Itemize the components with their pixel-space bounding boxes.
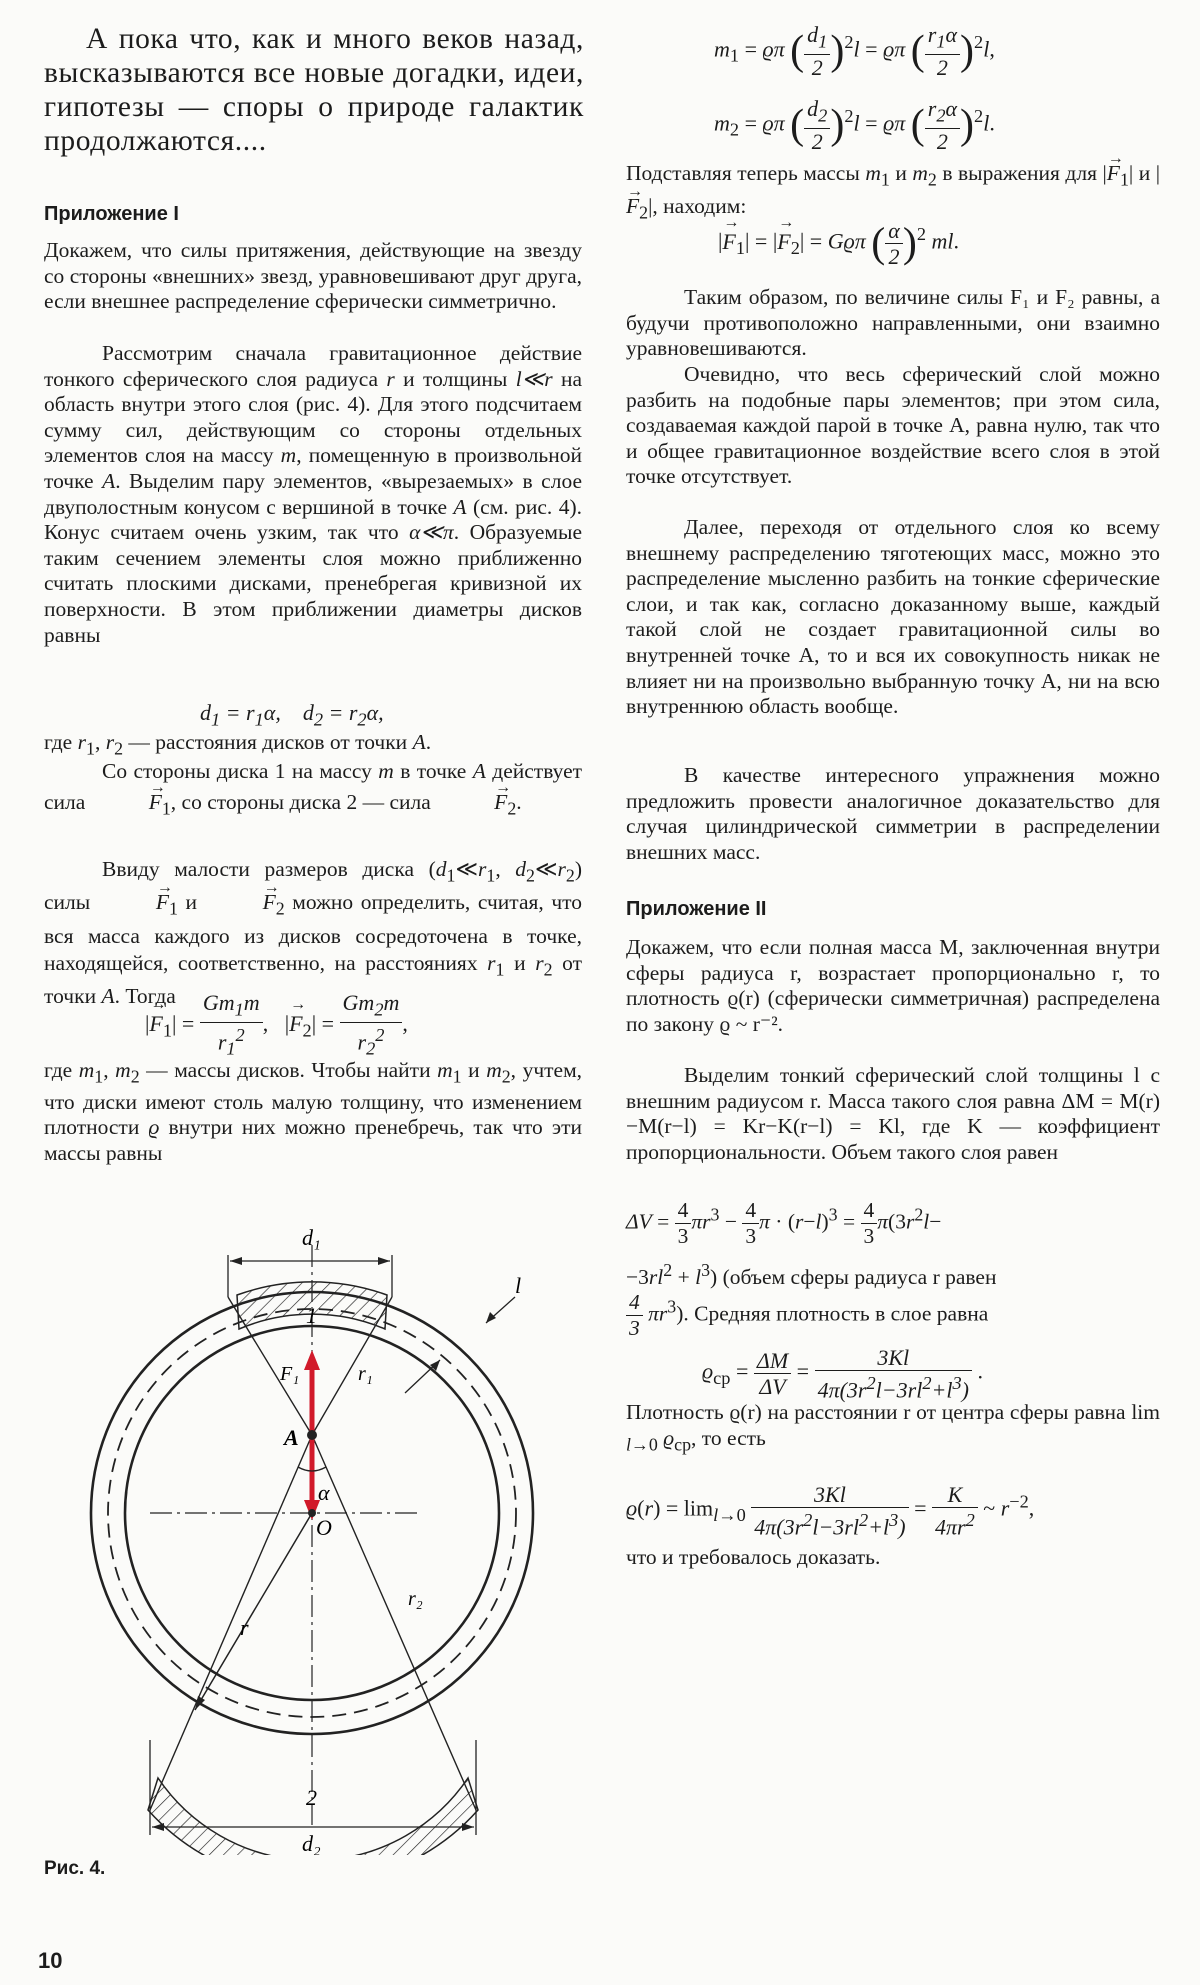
formula-volume-cont: $-3rl^2 + l^3$) (объем сферы радиуса r равен [626,1260,997,1290]
formula-disk-diameters: $d_1 = r_1\alpha$, $d_2 = r_2\alpha$, [200,700,384,730]
label-alpha: α [318,1480,330,1505]
app1-paragraph-2: Рассмотрим сначала гравитационное действие тонкого сферического слоя радиуса r и толщины l≪r на область внутри этого слоя (рис. 4). Для этого подсчитаем сумму сил, действующим со стороны отдельных элементов слоя на массу m, помещенную в произвольной точке A. Выделим пару элементов, «вырезаемых» в слое двуполостным конусом с вершиной в точке A (см. рис. 4). Конус считаем очень узким, так что α≪π. Образуемые таким сечением элементы слоя можно приближенно считать плоскими дисками, пренебрегая кривизной их поверхности. В этом приближении диаметры дисков равны [44,341,583,647]
app1-paragraph-8: Таким образом, по величине силы F₁ и F₂ равны, а будучи противоположно направленными, они взаимно уравновешиваются. [626,285,1160,361]
label-1: 1 [306,1303,317,1328]
app2-paragraph-1: Докажем, что если полная масса M, заключенная внутри сферы радиуса r, возрастает пропорционально r, то плотность ϱ(r) (сферически симметричная) распределена по закону ϱ ~ r⁻². [626,935,1160,1036]
app1-paragraph-7: Подставляя теперь массы $m_1$ и $m_2$ в выражения для |→ $F_1|$ и |→ $F_2|$, находим: [626,160,1160,227]
app2-paragraph-4: что и требовалось доказать. [626,1545,881,1569]
figure-4-diagram [40,1205,600,1855]
formula-volume: ΔV = $\frac{4}{3}$ $\pi r^3$ − $\frac{4}{3}$ $\pi \cdot (r-l)^3$ = $\frac{4}{3}$ $\pi(3r^2l-$ [626,1198,942,1248]
page-number: 10 [38,1948,63,1973]
app1-paragraph-5: Ввиду малости размеров диска ($d_1≪r_1$, $d_2≪r_2$) силы → $F_1$ $и \to F_2$ можно определить, считая, что вся масса каждого из дисков сосредоточена в точке, находящейся, соответственно, на расстояниях $r_1$ и $r_2$ от точки A. Тогда [44,856,582,1010]
radius-r [195,1513,312,1710]
point-a [307,1430,317,1440]
label-l: l [515,1273,522,1298]
app1-paragraph-1: Докажем, что силы притяжения, действующие на звезду со стороны «внешних» звезд, уравновешивают друг друга, если внешнее распределение сферически симметрично. [44,238,582,314]
formula-average-density: $ϱ_{ср}$ = $\frac{\Delta M}{\Delta V}$ = $\frac{3Kl}{4\pi(3r^2l-3rl^2+l^3)}$ . [702,1345,983,1403]
label-o: O [316,1515,332,1540]
label-r: r [240,1615,249,1640]
appendix-2-title: Приложение II [626,898,767,920]
app1-paragraph-4: Со стороны диска 1 на массу m в точке A действует сила → $F_1$, со стороны диска 2 — сила → $F_2$. [44,756,582,824]
label-a: A [284,1425,299,1450]
figure-caption: Рис. 4. [44,1858,106,1879]
label-r1: r₁ [358,1363,373,1385]
formula-equal-forces: |→ $F_1|$ = |→ $F_2| = Gϱ\pi$ ( $\frac{\alpha}{2}$ )$^2$ ml. [718,218,959,269]
formula-m2: $m_2 = ϱ\pi$ ( $\frac{d_2}{2}$ )$^2$l = ϱπ ( $\frac{r_2\alpha}{2}$ )$^2$l. [714,96,995,155]
app1-paragraph-3: где $r_1$, $r_2$ — расстояния дисков от точки A. [44,730,432,759]
app1-paragraph-11: В качестве интересного упражнения можно предложить провести аналогичное доказательство для случая цилиндрической симметрии в распределении внешних масс. [626,763,1160,864]
app2-paragraph-3: Плотность ϱ(r) на расстоянии r от центра сферы равна lim $_{l\to 0}$ $ϱ_{ср}$, то есть [626,1400,1160,1454]
label-d2: d₂ [302,1831,321,1855]
formula-m1: $m_1 = ϱ\pi$ ( $\frac{d_1}{2}$ )$^2$l = ϱπ ( $\frac{r_1\alpha}{2}$ )$^2$l, [714,22,995,81]
point-o [308,1509,316,1517]
appendix-1-title: Приложение I [44,203,179,225]
cone-line [312,1435,476,1810]
formula-density-limit: $ϱ(r) = \lim_{l\to 0}$ $\frac{3Kl}{4\pi(3r^2l-3rl^2+l^3)}$ = $\frac{K}{4\pi r^2}$ ~ $r^{-2}$, [626,1482,1035,1540]
intro-paragraph: А пока что, как и много веков назад, высказываются все новые догадки, идеи, гипотезы — споры о природе галактик продолжаются.... [44,23,584,157]
app2-paragraph-2: Выделим тонкий сферический слой толщины l с внешним радиусом r. Масса такого слоя равна ΔM = M(r)−M(r−l) = Kr−K(r−l) = Kl, где K — коэффициент пропорциональности. Объем такого слоя равен [626,1063,1160,1164]
app1-paragraph-9: Очевидно, что весь сферический слой можно разбить на подобные пары элементов; при этом сила, создаваемая каждой парой в точке A, равна нулю, так что и общее гравитационное воздействие всего слоя в этой точке отсутствует. [626,362,1160,489]
cone-line [150,1435,312,1810]
formula-forces: |→ $F_1|$ = $\frac{Gm_1m}{r_1^2}$ , |→ $F_2|$ = $\frac{Gm_2m}{r_2^2}$ , [145,990,408,1062]
formula-sphere-volume: $\frac{4}{3}$ $\pi r^3$). Средняя плотность в слое равна [626,1290,988,1341]
app1-paragraph-6: где $m_1$, $m_2$ — массы дисков. Чтобы найти $m_1$ и $m_2$, учтем, что диски имеют столь малую толщину, что изменением плотности ϱ внутри них можно пренебречь, так что эти массы равны [44,1058,583,1166]
label-f1: F₁ [280,1363,300,1385]
label-r2: r₂ [408,1588,423,1610]
label-d1: d₁ [302,1225,321,1250]
app1-paragraph-10: Далее, переходя от отдельного слоя ко всему внешнему распределению тяготеющих масс, можно это распределение мысленно разбить на тонкие сферические слои, и так как, согласно доказанному выше, каждый такой слой не создает гравитационной силы во внутренней точке A, то и вся их совокупность никак не влияет ни на произвольно выбранную точку A, ни на всю внутреннюю область вообще. [626,515,1160,719]
label-2: 2 [306,1785,317,1810]
